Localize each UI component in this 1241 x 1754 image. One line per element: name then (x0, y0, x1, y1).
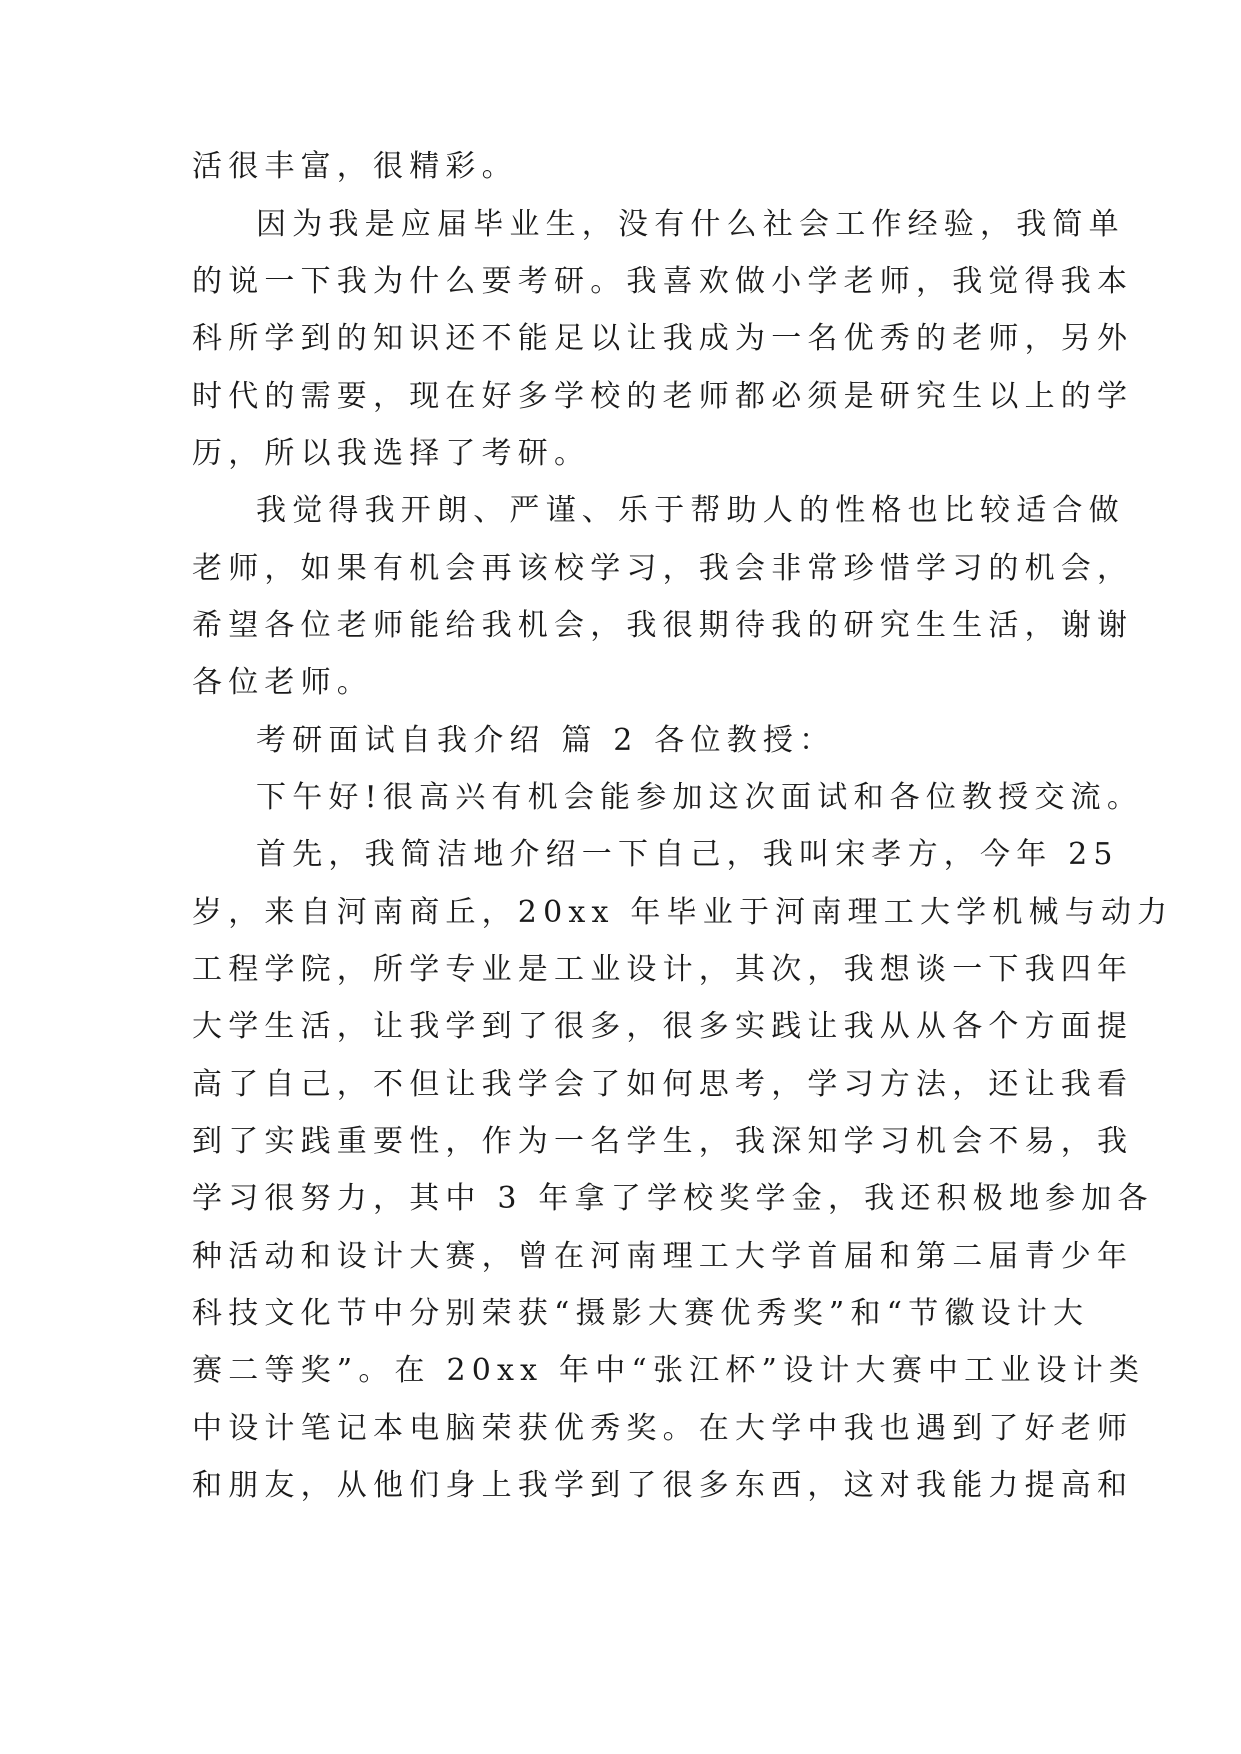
text-line: 各位老师。 (192, 665, 373, 700)
text-line: 岁，来自河南商丘，20xx 年毕业于河南理工大学机械与动力 (192, 895, 1174, 930)
text-line: 科技文化节中分别荣获“摄影大赛优秀奖”和“节徽设计大 (192, 1296, 1090, 1331)
text-line: 大学生活，让我学到了很多，很多实践让我从从各个方面提 (192, 1009, 1134, 1044)
text-line: 中设计笔记本电脑荣获优秀奖。在大学中我也遇到了好老师 (192, 1411, 1134, 1446)
text-line: 活很丰富，很精彩。 (192, 149, 518, 184)
text-line: 因为我是应届毕业生，没有什么社会工作经验，我简单 (256, 207, 1125, 242)
text-line: 和朋友，从他们身上我学到了很多东西，这对我能力提高和 (192, 1468, 1134, 1503)
text-line: 种活动和设计大赛，曾在河南理工大学首届和第二届青少年 (192, 1239, 1134, 1274)
text-line: 工程学院，所学专业是工业设计，其次，我想谈一下我四年 (192, 952, 1134, 987)
text-line: 时代的需要，现在好多学校的老师都必须是研究生以上的学 (192, 379, 1134, 414)
text-line: 学习很努力，其中 3 年拿了学校奖学金，我还积极地参加各 (192, 1181, 1154, 1216)
text-line: 赛二等奖”。在 20xx 年中“张江杯”设计大赛中工业设计类 (192, 1353, 1146, 1388)
text-line: 我觉得我开朗、严谨、乐于帮助人的性格也比较适合做 (256, 493, 1125, 528)
text-line: 下午好!很高兴有机会能参加这次面试和各位教授交流。 (256, 780, 1144, 815)
text-line: 科所学到的知识还不能足以让我成为一名优秀的老师，另外 (192, 321, 1134, 356)
text-line: 历，所以我选择了考研。 (192, 436, 591, 471)
text-line: 高了自己，不但让我学会了如何思考，学习方法，还让我看 (192, 1067, 1134, 1102)
text-line: 首先，我简洁地介绍一下自己，我叫宋孝方，今年 25 (256, 837, 1119, 872)
text-line: 到了实践重要性，作为一名学生，我深知学习机会不易，我 (192, 1124, 1134, 1159)
text-line: 老师，如果有机会再该校学习，我会非常珍惜学习的机会， (192, 551, 1134, 586)
text-line: 希望各位老师能给我机会，我很期待我的研究生生活，谢谢 (192, 608, 1134, 643)
section-heading: 考研面试自我介绍 篇 2 各位教授： (256, 723, 836, 758)
text-line: 的说一下我为什么要考研。我喜欢做小学老师，我觉得我本 (192, 264, 1134, 299)
